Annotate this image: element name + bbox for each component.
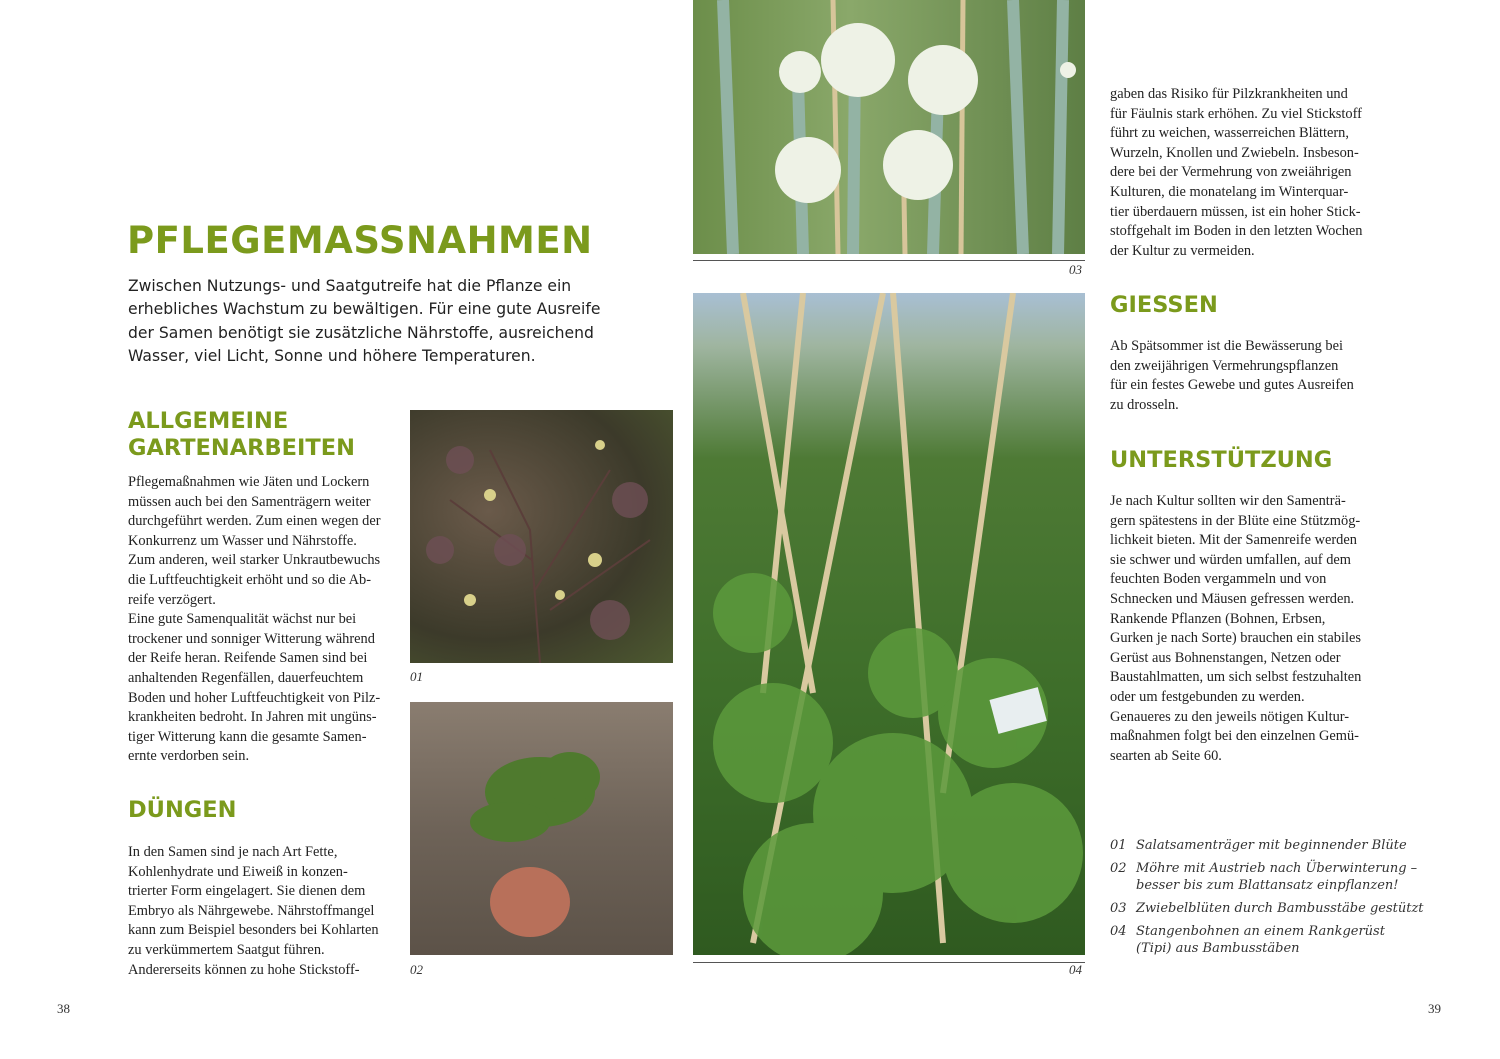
text-line: führt zu weichen, wasserreichen Blättern, — [1110, 125, 1349, 142]
text-line: maßnahmen folgt bei den einzelnen Gemü- — [1110, 728, 1359, 745]
caption-number: 03 — [1110, 901, 1127, 916]
beans-illustration — [693, 293, 1085, 955]
text-line: ernte verdorben sein. — [128, 748, 250, 765]
text-line: für Fäulnis stark erhöhen. Zu viel Stickstoff — [1110, 105, 1362, 122]
text-line: trierter Form eingelagert. Sie dienen dem — [128, 883, 366, 900]
photo-number-02: 02 — [410, 962, 423, 977]
duengen-continued-text — [1110, 85, 1362, 261]
text-line: Baustahlmatten, um sich selbst festzuhalten — [1110, 669, 1362, 686]
caption-number: 02 — [1110, 861, 1127, 876]
text-line: lichkeit bieten. Mit der Samenreife werden — [1110, 532, 1357, 549]
text-line: Genaueres zu den jeweils nötigen Kultur- — [1110, 708, 1350, 725]
text-line: der Samen benötigt sie zusätzliche Nährstoffe, ausreichend — [128, 323, 594, 342]
text-line: Eine gute Samenqualität wächst nur bei — [128, 611, 357, 628]
divider — [693, 962, 1085, 963]
caption-text: Salatsamenträger mit beginnender Blüte — [1136, 838, 1407, 853]
giessen-text — [1110, 337, 1354, 415]
text-line: müssen auch bei den Samenträgern weiter — [128, 493, 371, 510]
text-line: Wasser, viel Licht, Sonne und höhere Temperaturen. — [128, 346, 536, 365]
gartenarbeiten-text — [128, 473, 381, 767]
photo-number-04: 04 — [1069, 962, 1082, 977]
unterstuetzung-text — [1110, 492, 1361, 766]
text-line: reife verzögert. — [128, 591, 216, 608]
caption-number: 04 — [1110, 924, 1127, 939]
text-line: erhebliches Wachstum zu bewältigen. Für eine gute Ausreife — [128, 300, 601, 319]
heading-unterstuetzung: UNTERSTÜTZUNG — [1110, 447, 1333, 473]
text-line: Boden und hoher Luftfeuchtigkeit von Pilz- — [128, 689, 381, 706]
text-line: Je nach Kultur sollten wir den Samenträ- — [1110, 493, 1346, 509]
page-number-right: 39 — [1428, 1001, 1441, 1016]
text-line: Zum anderen, weil starker Unkrautbewuchs — [128, 552, 381, 569]
heading-duengen: DÜNGEN — [128, 797, 237, 823]
text-line: oder um festgebunden zu werden. — [1110, 688, 1305, 705]
duengen-text — [128, 843, 379, 980]
text-line: Gurken je nach Sorte) brauchen ein stabiles — [1110, 630, 1361, 647]
page-number-left: 38 — [57, 1001, 70, 1016]
intro-text — [128, 275, 600, 368]
text-line: Pflegemaßnahmen wie Jäten und Lockern — [128, 474, 370, 490]
text-line: zu drosseln. — [1110, 396, 1179, 413]
caption-text: (Tipi) aus Bambusstäben — [1136, 941, 1300, 956]
heading-giessen: GIESSEN — [1110, 292, 1218, 318]
text-line: gern spätestens in der Blüte eine Stützmög- — [1110, 512, 1361, 529]
text-line: zu verkümmertem Saatgut führen. — [128, 941, 325, 958]
text-line: Konkurrenz um Wasser und Nährstoffe. — [128, 532, 357, 549]
text-line: krankheiten bedroht. In Jahren mit ungüns- — [128, 709, 377, 726]
heading-line: GARTENARBEITEN — [128, 435, 355, 461]
text-line: Embryo als Nährgewebe. Nährstoffmangel — [128, 902, 375, 919]
heading-allgemeine-gartenarbeiten — [128, 408, 355, 462]
text-line: die Luftfeuchtigkeit erhöht und so die Ab- — [128, 571, 371, 588]
caption-item — [1110, 837, 1424, 854]
text-line: der Reife heran. Reifende Samen sind bei — [128, 650, 368, 667]
text-line: kann zum Beispiel besonders bei Kohlarten — [128, 922, 379, 939]
text-line: tiger Witterung kann die gesamte Samen- — [128, 728, 367, 745]
text-line: den zweijährigen Vermehrungspflanzen — [1110, 357, 1339, 374]
caption-item — [1110, 900, 1424, 917]
text-line: anhaltenden Regenfällen, dauerfeuchtem — [128, 669, 364, 686]
page-title: PFLEGEMASSNAHMEN — [127, 219, 593, 262]
text-line: tier überdauern müssen, ist ein hoher Stick- — [1110, 203, 1361, 220]
photo-captions — [1110, 837, 1424, 963]
photo-number-01: 01 — [410, 669, 423, 684]
caption-text: Zwiebelblüten durch Bambusstäbe gestützt — [1136, 901, 1424, 916]
text-line: Kulturen, die monatelang im Winterquar- — [1110, 183, 1349, 200]
text-line: sie schwer und würden umfallen, auf dem — [1110, 551, 1351, 568]
heading-line: ALLGEMEINE — [128, 408, 289, 434]
photo-lettuce-seed-plant — [410, 410, 673, 663]
text-line: Andererseits können zu hohe Stickstoff- — [128, 961, 360, 978]
photo-carrot-sprout — [410, 702, 673, 955]
text-line: trockener und sonniger Witterung während — [128, 630, 375, 647]
text-line: searten ab Seite 60. — [1110, 747, 1222, 764]
text-line: Schnecken und Mäusen gefressen werden. — [1110, 590, 1355, 607]
photo-pole-beans-tipi — [693, 293, 1085, 955]
caption-text: Stangenbohnen an einem Rankgerüst — [1136, 924, 1385, 939]
text-line: Zwischen Nutzungs- und Saatgutreife hat die Pflanze ein — [128, 277, 572, 295]
caption-item — [1110, 923, 1424, 957]
text-line: dere bei der Vermehrung von zweiährigen — [1110, 164, 1352, 181]
caption-number: 01 — [1110, 838, 1127, 853]
photo-number-03: 03 — [1069, 262, 1082, 277]
text-line: Kohlenhydrate und Eiweiß in konzen- — [128, 863, 348, 880]
text-line: Ab Spätsommer ist die Bewässerung bei — [1110, 338, 1344, 354]
lettuce-illustration — [410, 410, 673, 663]
divider — [693, 260, 1085, 261]
caption-text: Möhre mit Austrieb nach Überwinterung – — [1136, 861, 1418, 876]
carrot-illustration — [410, 702, 673, 955]
text-line: durchgeführt werden. Zum einen wegen der — [128, 513, 381, 530]
text-line: gaben das Risiko für Pilzkrankheiten und — [1110, 86, 1348, 102]
text-line: Rankende Pflanzen (Bohnen, Erbsen, — [1110, 610, 1326, 627]
caption-item — [1110, 860, 1424, 894]
photo-onion-flowers — [693, 0, 1085, 254]
text-line: stoffgehalt im Boden in den letzten Wochen — [1110, 223, 1363, 240]
text-line: Wurzeln, Knollen und Zwiebeln. Insbeson- — [1110, 144, 1359, 161]
text-line: feuchten Boden vergammeln und von — [1110, 571, 1327, 588]
text-line: Gerüst aus Bohnenstangen, Netzen oder — [1110, 649, 1341, 666]
text-line: der Kultur zu vermeiden. — [1110, 242, 1255, 259]
text-line: für ein festes Gewebe und gutes Ausreifen — [1110, 377, 1354, 394]
caption-text: besser bis zum Blattansatz einpflanzen! — [1136, 878, 1399, 893]
onion-illustration — [693, 0, 1085, 254]
text-line: In den Samen sind je nach Art Fette, — [128, 844, 338, 860]
